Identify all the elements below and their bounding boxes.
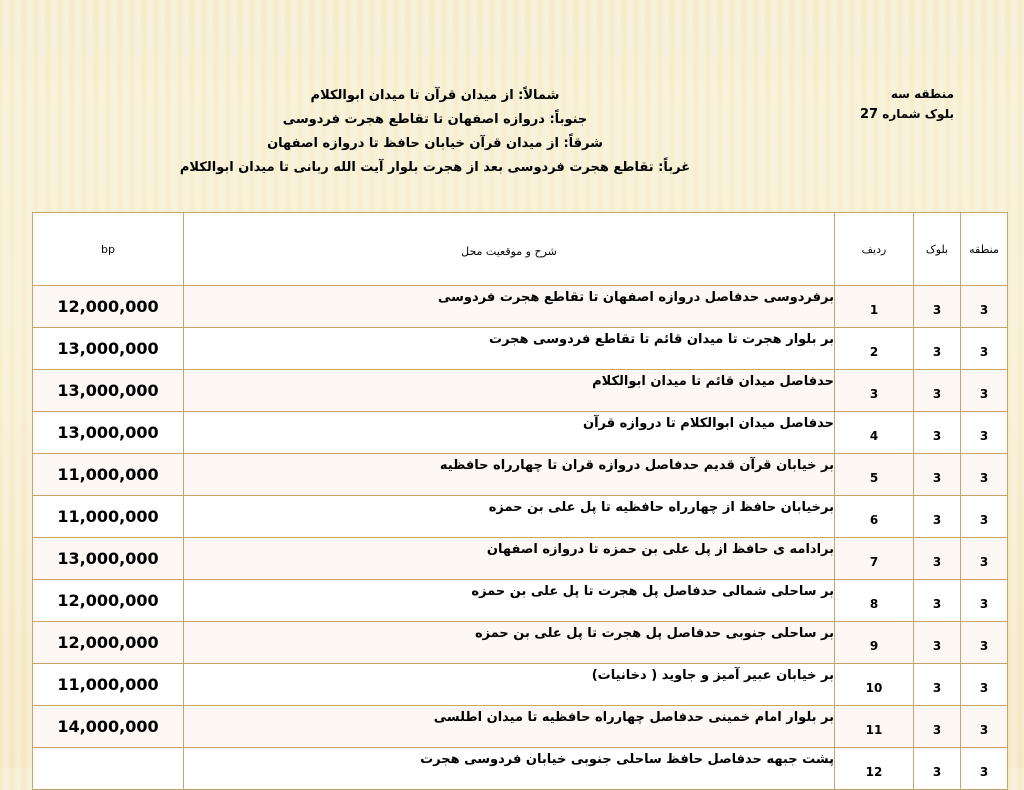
cell-block: 3 [914,454,961,496]
cell-zone: 3 [961,580,1008,622]
boundary-north: شمالاً: از میدان قرآن تا میدان ابوالکلام [310,88,560,103]
boundary-west: غرباً: تقاطع هجرت فردوسی بعد از هجرت بلوار آیت الله ربانی تا میدان ابوالکلام [179,160,691,175]
cell-zone: 3 [961,706,1008,748]
cell-zone: 3 [961,664,1008,706]
header-row: ردیف [835,213,914,286]
cell-price: 13,000,000 [33,370,184,412]
cell-description: برادامه ی حافظ از پل علی بن حمزه تا دروازه اصفهان [184,538,835,580]
header-block: بلوک [914,213,961,286]
boundaries [150,84,720,180]
cell-description: بر خیابان عبیر آمیز و جاوید ( دخانیات) [184,664,835,706]
header-description: شرح و موقعیت محل [184,213,835,286]
cell-block: 3 [914,496,961,538]
table-row [33,454,1008,496]
cell-row: 12 [835,748,914,790]
price-table [32,212,1008,790]
cell-row: 8 [835,580,914,622]
cell-row: 11 [835,706,914,748]
cell-row: 7 [835,538,914,580]
table-row [33,664,1008,706]
block-info [824,84,954,125]
block-label: بلوک شماره [882,107,954,121]
cell-zone: 3 [961,454,1008,496]
cell-row: 9 [835,622,914,664]
cell-zone: 3 [961,538,1008,580]
cell-zone: 3 [961,328,1008,370]
cell-row: 1 [835,286,914,328]
cell-description: بر خیابان قرآن قدیم حدفاصل دروازه قران تا چهارراه حافظیه [184,454,835,496]
table-row [33,538,1008,580]
cell-description: حدفاصل میدان قائم تا میدان ابوالکلام [184,370,835,412]
table-row [33,412,1008,454]
cell-block: 3 [914,622,961,664]
cell-row: 2 [835,328,914,370]
zone-label: منطقه سه [890,87,954,101]
cell-row: 3 [835,370,914,412]
cell-block: 3 [914,412,961,454]
cell-price: 12,000,000 [33,580,184,622]
cell-zone: 3 [961,370,1008,412]
table-row [33,328,1008,370]
cell-zone: 3 [961,286,1008,328]
cell-block: 3 [914,328,961,370]
cell-block: 3 [914,664,961,706]
cell-price [33,748,184,790]
cell-price: 14,000,000 [33,706,184,748]
table-row [33,580,1008,622]
cell-row: 4 [835,412,914,454]
cell-row: 5 [835,454,914,496]
table-body [33,286,1008,790]
cell-block: 3 [914,580,961,622]
cell-description: حدفاصل میدان ابوالکلام تا دروازه قرآن [184,412,835,454]
cell-description: بر ساحلی شمالی حدفاصل پل هجرت تا پل علی بن حمزه [184,580,835,622]
cell-zone: 3 [961,622,1008,664]
cell-description: بر بلوار امام خمینی حدفاصل چهارراه حافظیه تا میدان اطلسی [184,706,835,748]
cell-price: 11,000,000 [33,664,184,706]
header-zone: منطقه [961,213,1008,286]
boundary-east: شرقاً: از میدان قرآن خیابان حافظ تا دروازه اصفهان [267,136,603,151]
cell-description: پشت جبهه حدفاصل حافظ ساحلی جنوبی خیابان فردوسی هجرت [184,748,835,790]
table-row [33,622,1008,664]
cell-price: 13,000,000 [33,328,184,370]
table-row [33,748,1008,790]
cell-zone: 3 [961,412,1008,454]
cell-price: 13,000,000 [33,412,184,454]
table-row [33,370,1008,412]
cell-block: 3 [914,538,961,580]
cell-row: 10 [835,664,914,706]
table-header-row [33,213,1008,286]
cell-price: 11,000,000 [33,496,184,538]
cell-zone: 3 [961,748,1008,790]
block-label-line [824,104,954,125]
cell-block: 3 [914,748,961,790]
block-number: 27 [859,107,879,122]
cell-row: 6 [835,496,914,538]
table-row [33,286,1008,328]
table-row [33,496,1008,538]
header-price: bp [33,213,184,286]
cell-price: 12,000,000 [33,286,184,328]
cell-block: 3 [914,286,961,328]
cell-price: 12,000,000 [33,622,184,664]
cell-zone: 3 [961,496,1008,538]
cell-description: بر ساحلی جنوبی حدفاصل پل هجرت تا پل علی بن حمزه [184,622,835,664]
boundary-south: جنوباً: دروازه اصفهان تا تقاطع هجرت فردوسی [282,112,588,127]
table-row [33,706,1008,748]
cell-block: 3 [914,370,961,412]
cell-price: 11,000,000 [33,454,184,496]
cell-block: 3 [914,706,961,748]
cell-description: برفردوسی حدفاصل دروازه اصفهان تا تقاطع هجرت فردوسی [184,286,835,328]
cell-description: برخیابان حافظ از چهارراه حافظیه تا پل علی بن حمزه [184,496,835,538]
cell-price: 13,000,000 [33,538,184,580]
cell-description: بر بلوار هجرت تا میدان قائم تا تقاطع فردوسی هجرت [184,328,835,370]
